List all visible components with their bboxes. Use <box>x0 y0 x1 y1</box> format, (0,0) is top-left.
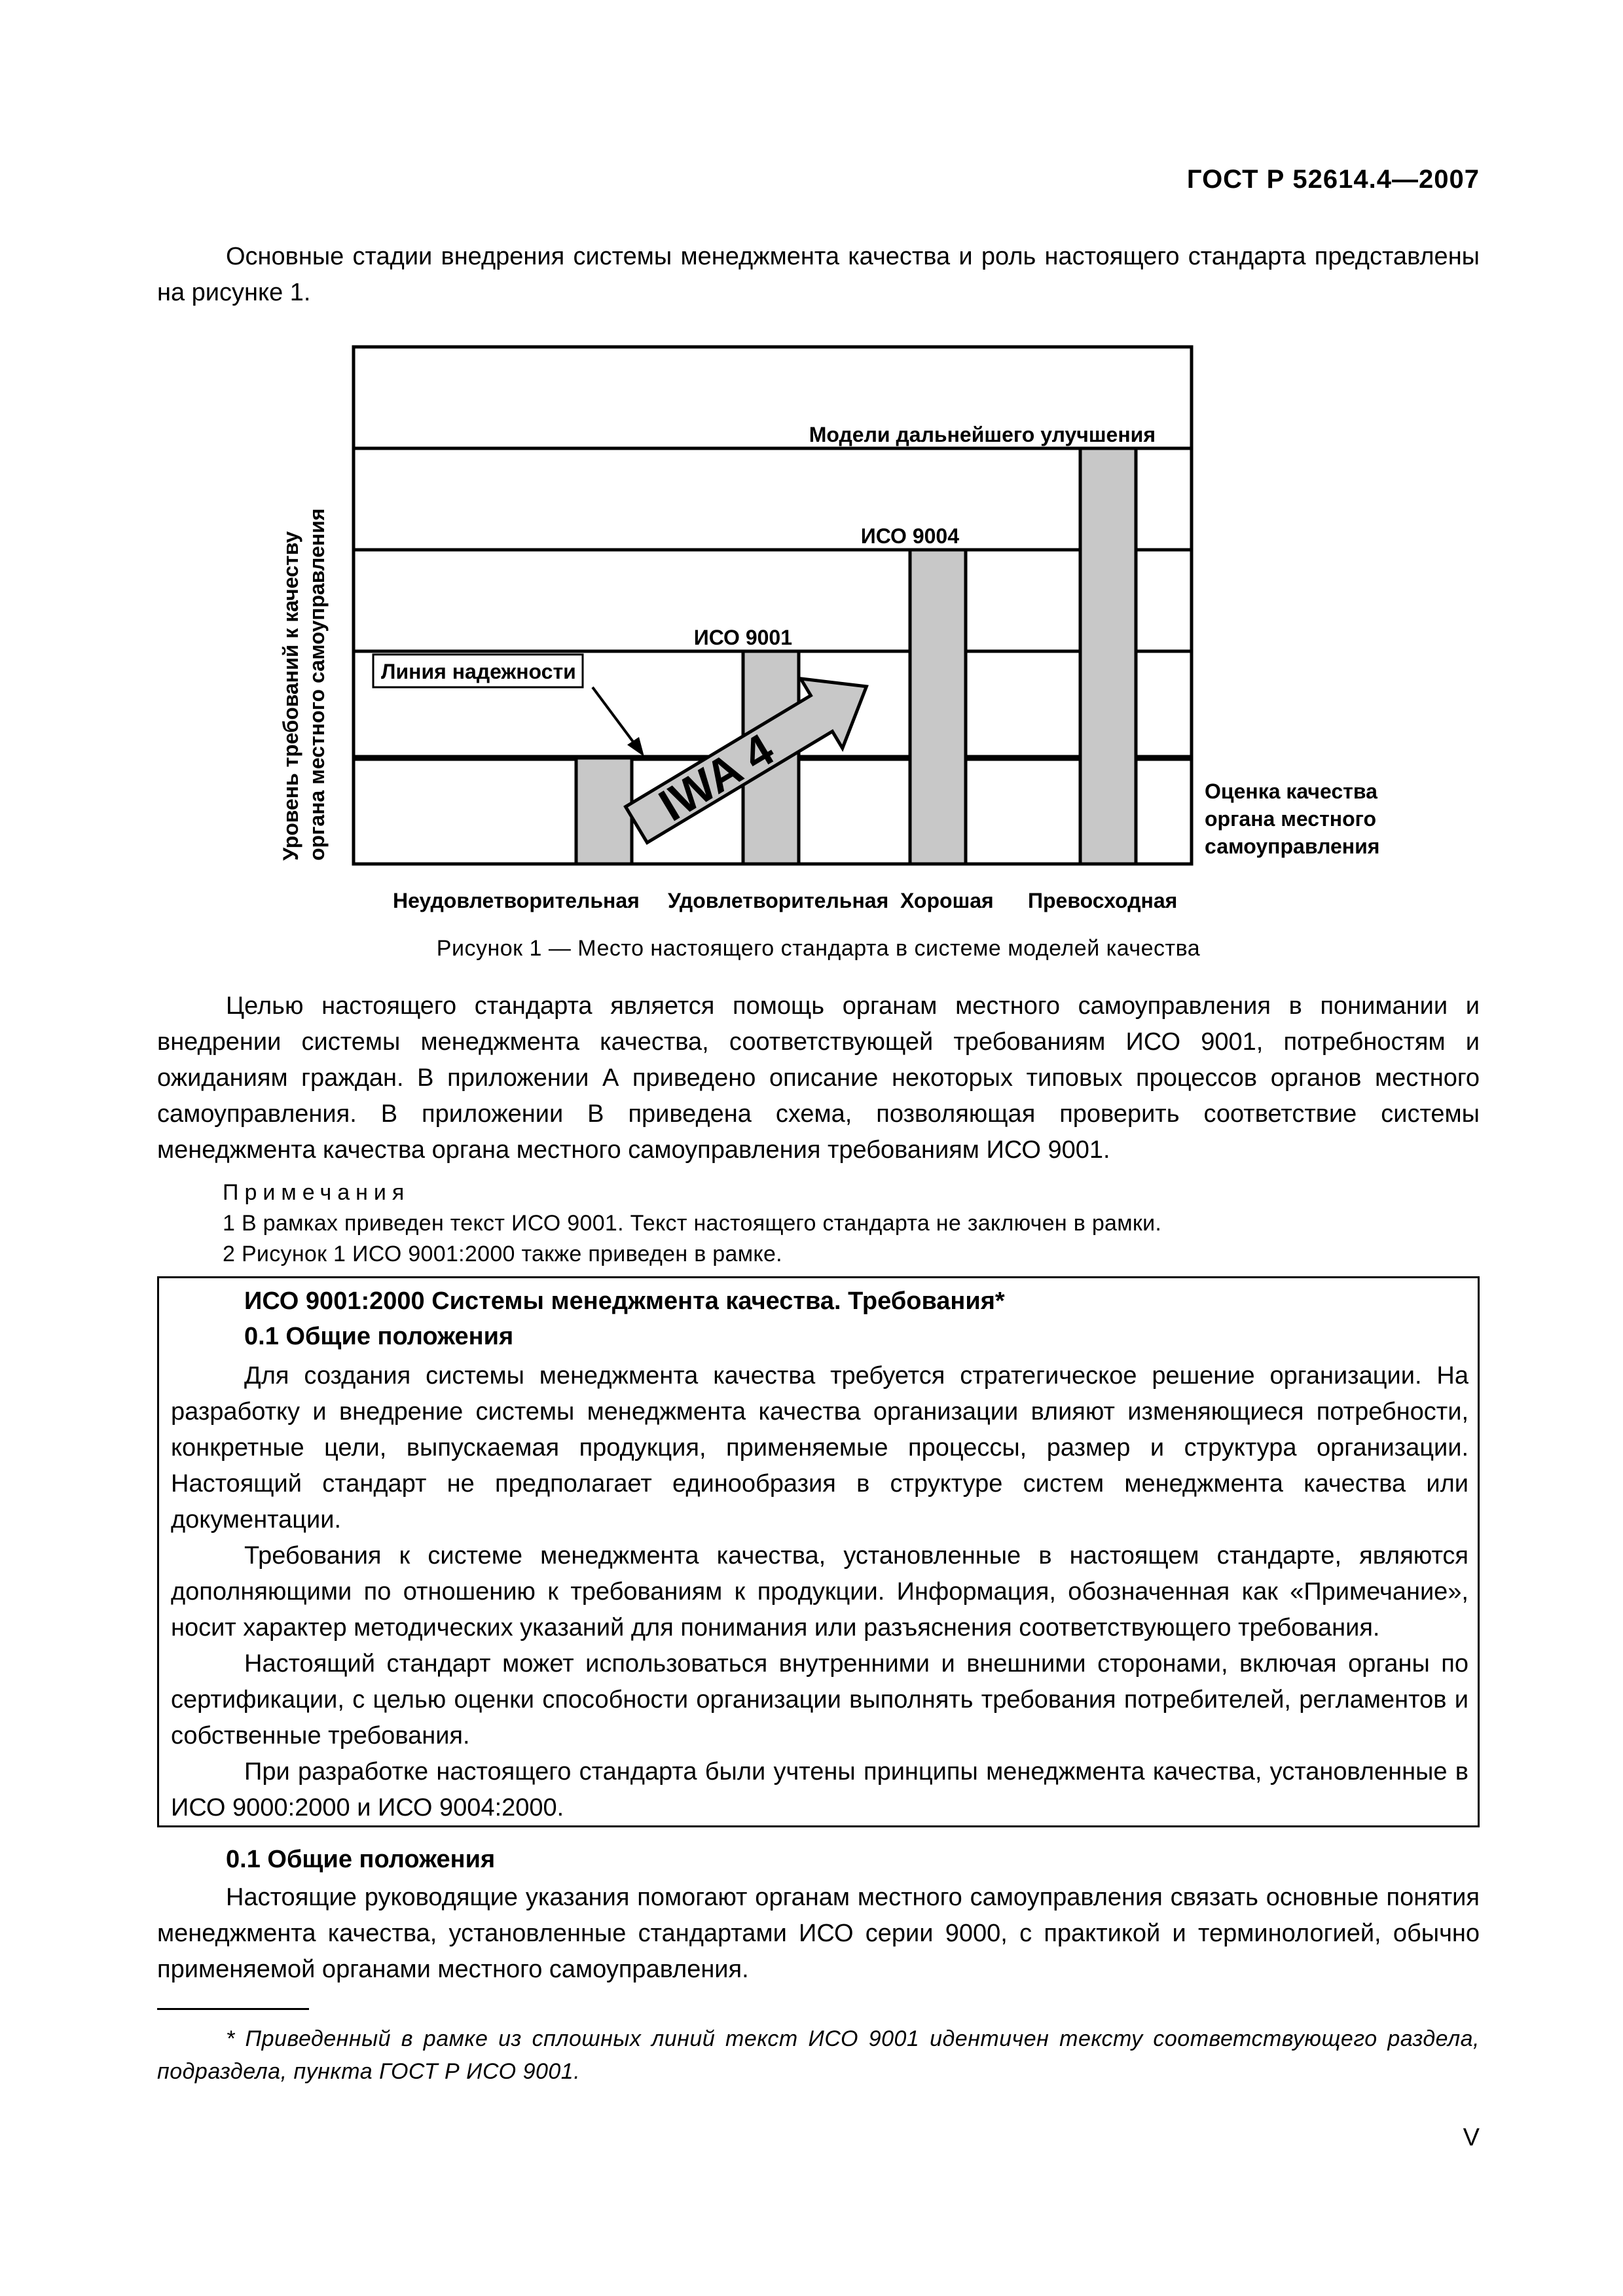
x-axis-label-line2: органа местного <box>1205 807 1377 831</box>
footnote-divider <box>157 2008 309 2010</box>
iwa4-arrow-label: IWA 4 <box>650 723 782 831</box>
iso-box-subtitle: 0.1 Общие положения <box>244 1323 514 1350</box>
iso-box-title: ИСО 9001:2000 Системы менеджмента качества. Требования* <box>244 1287 1005 1315</box>
note-item: 1 В рамках приведен текст ИСО 9001. Текст настоящего стандарта не заключен в рамки. <box>223 1211 1162 1236</box>
category-excellent: Превосходная <box>1028 889 1178 912</box>
goal-paragraph: Целью настоящего стандарта является помощь органам местного самоуправления в понимании и внедрении системы менеджмента качества, соответствующей требованиям ИСО 9001, потребностям и ожиданиям граждан. В приложении А приведено описание некоторых типовых процессов органов местного самоуправления. В приложении В приведена схема, позволяющая проверить соответствие системы менеджмента качества органа местного самоуправления требованиям ИСО 9001. <box>157 992 1480 1164</box>
iso-box-paragraph: Настоящий стандарт может использоваться внутренними и внешними сторонами, включая органы по сертификации, с целью оценки способности организации выполнять требования потребителей, регламентов и собственные требования. <box>171 1650 1468 1749</box>
document-code: ГОСТ Р 52614.4—2007 <box>1186 165 1480 194</box>
intro-paragraph: Основные стадии внедрения системы менеджмента качества и роль настоящего стандарта представлены на рисунке 1. <box>157 243 1480 306</box>
bar-good <box>910 550 966 864</box>
iso-box-body <box>171 1358 1468 1826</box>
x-axis-label-line1: Оценка качества <box>1205 780 1377 803</box>
footnote: * Приведенный в рамке из сплошных линий текст ИСО 9001 идентичен тексту соответствующего раздела, подраздела, пункта ГОСТ Р ИСО 9001. <box>157 2026 1480 2084</box>
iso-quote-box <box>157 1276 1480 1827</box>
bar-unsatisfactory <box>576 758 632 864</box>
label-reliability-line: Линия надежности <box>381 660 576 683</box>
notes-heading: Примечания <box>223 1180 410 1205</box>
section-heading: 0.1 Общие положения <box>226 1846 496 1873</box>
page-number: V <box>1463 2124 1480 2151</box>
category-good: Хорошая <box>900 889 994 912</box>
y-axis-label-line2: органа местного самоуправления <box>305 508 329 861</box>
label-excellence-models: Модели дальнейшего улучшения <box>809 423 1156 446</box>
x-axis-label-line3: самоуправления <box>1205 834 1380 858</box>
quality-model-figure <box>262 340 1414 942</box>
iso-box-paragraph: Требования к системе менеджмента качества, установленные в настоящем стандарте, являются дополняющими по отношению к требованиям к продукции. Информация, обозначенная как «Примечание», носит характер методических указаний для понимания или разъяснения соответствующего требования. <box>171 1542 1468 1641</box>
section-paragraph: Настоящие руководящие указания помогают органам местного самоуправления связать основные понятия менеджмента качества, установленные стандартами ИСО серии 9000, с практикой и терминологией, обычно применяемой органами местного самоуправления. <box>157 1884 1480 1983</box>
y-axis-label-line1: Уровень требований к качеству <box>279 531 302 861</box>
note-item: 2 Рисунок 1 ИСО 9001:2000 также приведен в рамке. <box>223 1242 782 1266</box>
reliability-pointer-head <box>627 737 644 757</box>
label-iso9001: ИСО 9001 <box>693 626 792 649</box>
category-unsatisfactory: Неудовлетворительная <box>393 889 640 912</box>
category-satisfactory: Удовлетворительная <box>668 889 889 912</box>
figure-caption: Рисунок 1 — Место настоящего стандарта в системе моделей качества <box>436 936 1201 961</box>
iso-box-paragraph: Для создания системы менеджмента качества требуется стратегическое решение организации. На разработку и внедрение системы менеджмента качества организации влияют изменяющиеся потребности, конкретные цели, выпускаемая продукция, применяемые процессы, размер и структура организации. Настоящий стандарт не предполагает единообразия в структуре систем менеджмента качества или документации. <box>171 1362 1468 1534</box>
label-iso9004: ИСО 9004 <box>860 524 959 548</box>
reliability-pointer <box>593 687 636 746</box>
bar-excellent <box>1080 448 1136 864</box>
iso-box-paragraph: При разработке настоящего стандарта были учтены принципы менеджмента качества, установленные в ИСО 9000:2000 и ИСО 9004:2000. <box>171 1758 1468 1821</box>
figure-diagram <box>262 340 1414 942</box>
